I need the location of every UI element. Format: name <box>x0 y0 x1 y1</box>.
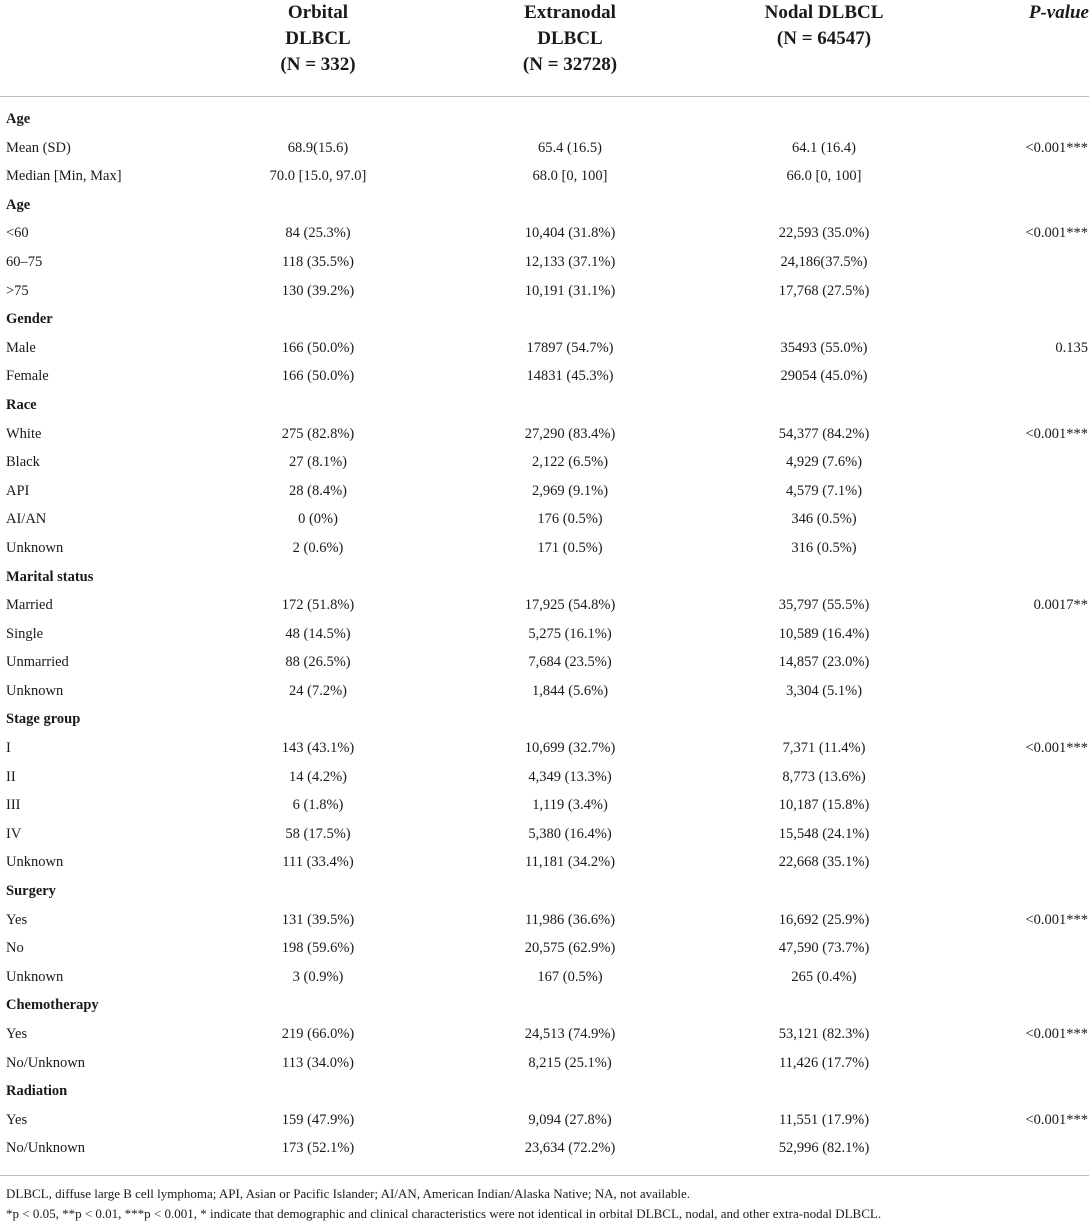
table-header <box>0 0 1089 97</box>
row-label: Yes <box>6 911 28 928</box>
cell-extranodal: 23,634 (72.2%) <box>524 1140 616 1157</box>
section-header-row <box>0 1077 1089 1106</box>
row-label: Yes <box>6 1111 28 1128</box>
cell-orbital: 172 (51.8%) <box>281 597 355 614</box>
table-row <box>0 906 1089 935</box>
table-row <box>0 848 1089 877</box>
cell-orbital: 130 (39.2%) <box>281 282 355 299</box>
cell-extranodal: 1,844 (5.6%) <box>531 682 609 699</box>
cell-orbital: 68.9(15.6) <box>287 139 349 156</box>
row-label: III <box>6 797 21 814</box>
cell-extranodal: 27,290 (83.4%) <box>524 425 616 442</box>
cell-extranodal: 24,513 (74.9%) <box>524 1026 616 1042</box>
table-row <box>0 248 1089 277</box>
cell-nodal: 10,187 (15.8%) <box>778 797 870 814</box>
cell-pvalue: <0.001*** <box>1025 1111 1088 1128</box>
cell-nodal: 265 (0.4%) <box>791 968 857 985</box>
cell-extranodal: 2,969 (9.1%) <box>531 482 609 499</box>
cell-nodal: 10,589 (16.4%) <box>778 625 870 642</box>
cell-extranodal: 8,215 (25.1%) <box>528 1054 612 1071</box>
table-row <box>0 963 1089 992</box>
cell-orbital: 131 (39.5%) <box>281 911 355 928</box>
table-row <box>0 534 1089 563</box>
header-pvalue-label: P-value <box>1028 2 1089 23</box>
cell-extranodal: 10,699 (32.7%) <box>524 740 616 757</box>
header-nodal <box>724 0 924 52</box>
cell-nodal: 29054 (45.0%) <box>780 368 868 385</box>
row-label: Unknown <box>6 539 64 556</box>
cell-orbital: 3 (0.9%) <box>292 968 344 985</box>
cell-orbital: 70.0 [15.0, 97.0] <box>269 168 367 185</box>
cell-extranodal: 65.4 (16.5) <box>537 139 603 156</box>
cell-extranodal: 17,925 (54.8%) <box>524 597 616 614</box>
table-row <box>0 277 1089 306</box>
header-orbital <box>218 0 418 78</box>
header-pvalue <box>990 0 1089 26</box>
table-row <box>0 1106 1089 1135</box>
row-label: Single <box>6 625 44 642</box>
header-nodal-line2: (N = 64547) <box>776 28 872 49</box>
table-body <box>0 105 1089 1163</box>
table-row <box>0 448 1089 477</box>
table-row <box>0 734 1089 763</box>
cell-nodal: 316 (0.5%) <box>791 539 857 556</box>
cell-nodal: 24,186(37.5%) <box>780 253 868 270</box>
row-label: Female <box>6 368 49 385</box>
footnote-abbreviations: DLBCL, diffuse large B cell lymphoma; API, Asian or Pacific Islander; AI/AN, American Indian/Alaska Native; NA, not available. <box>6 1186 691 1201</box>
row-label: No/Unknown <box>6 1054 85 1071</box>
header-extranodal <box>470 0 670 78</box>
cell-nodal: 16,692 (25.9%) <box>778 911 870 928</box>
row-label: Unknown <box>6 682 64 699</box>
cell-pvalue: <0.001*** <box>1025 740 1088 757</box>
row-label: No <box>6 940 24 957</box>
cell-orbital: 143 (43.1%) <box>281 740 355 757</box>
row-label: >75 <box>6 282 29 299</box>
section-header-row <box>0 305 1089 334</box>
cell-pvalue: 0.135 <box>1055 339 1088 356</box>
cell-extranodal: 9,094 (27.8%) <box>528 1111 612 1128</box>
cell-nodal: 7,371 (11.4%) <box>782 740 866 757</box>
table-row <box>0 505 1089 534</box>
table-row <box>0 477 1089 506</box>
table-row <box>0 677 1089 706</box>
row-label: White <box>6 425 42 442</box>
cell-extranodal: 4,349 (13.3%) <box>528 768 612 785</box>
table-row <box>0 334 1089 363</box>
table-row <box>0 1020 1089 1049</box>
table-row <box>0 820 1089 849</box>
cell-nodal: 54,377 (84.2%) <box>778 425 870 442</box>
cell-nodal: 15,548 (24.1%) <box>778 825 870 842</box>
cell-extranodal: 7,684 (23.5%) <box>528 654 612 671</box>
cell-nodal: 11,551 (17.9%) <box>778 1111 870 1128</box>
section-header-row <box>0 191 1089 220</box>
cell-extranodal: 10,191 (31.1%) <box>524 282 616 299</box>
footnote-significance: *p < 0.05, **p < 0.01, ***p < 0.001, * indicate that demographic and clinical characteristics were not identical in orbital DLBCL, nodal, and other extra-nodal DLBCL. <box>6 1206 882 1221</box>
table-row <box>0 362 1089 391</box>
cell-orbital: 166 (50.0%) <box>281 339 355 356</box>
cell-orbital: 88 (26.5%) <box>285 654 351 671</box>
cell-orbital: 27 (8.1%) <box>289 454 347 471</box>
table-row <box>0 934 1089 963</box>
cell-orbital: 28 (8.4%) <box>289 482 347 499</box>
table-row <box>0 1049 1089 1078</box>
header-extranodal-line1: Extranodal <box>524 2 616 23</box>
table-footnotes <box>0 1175 1089 1224</box>
row-label: Unknown <box>6 968 64 985</box>
cell-nodal: 35493 (55.0%) <box>780 339 868 356</box>
section-label: Age <box>6 196 31 213</box>
cell-nodal: 17,768 (27.5%) <box>778 282 870 299</box>
cell-orbital: 159 (47.9%) <box>281 1111 355 1128</box>
section-label: Marital status <box>6 568 94 585</box>
cell-pvalue: <0.001*** <box>1025 139 1088 156</box>
cell-extranodal: 14831 (45.3%) <box>526 368 614 385</box>
cell-pvalue: <0.001*** <box>1025 425 1088 442</box>
row-label: Male <box>6 339 36 356</box>
cell-orbital: 14 (4.2%) <box>289 768 347 785</box>
table-row <box>0 648 1089 677</box>
cell-orbital: 113 (34.0%) <box>282 1054 354 1071</box>
cell-nodal: 66.0 [0, 100] <box>786 168 862 185</box>
cell-orbital: 118 (35.5%) <box>282 253 354 270</box>
row-label: API <box>6 482 30 499</box>
cell-pvalue: <0.001*** <box>1025 911 1088 928</box>
cell-extranodal: 176 (0.5%) <box>537 511 603 528</box>
header-nodal-line1: Nodal DLBCL <box>764 2 884 23</box>
cell-extranodal: 17897 (54.7%) <box>526 339 614 356</box>
table-row <box>0 162 1089 191</box>
table-row <box>0 791 1089 820</box>
section-label: Gender <box>6 311 53 328</box>
cell-pvalue: <0.001*** <box>1025 225 1088 242</box>
table-row <box>0 219 1089 248</box>
section-label: Age <box>6 111 31 127</box>
section-header-row <box>0 705 1089 734</box>
cell-extranodal: 68.0 [0, 100] <box>532 168 608 185</box>
cell-extranodal: 171 (0.5%) <box>537 539 603 556</box>
cell-orbital: 198 (59.6%) <box>281 940 355 957</box>
section-label: Radiation <box>6 1083 68 1100</box>
row-label: Median [Min, Max] <box>6 168 122 185</box>
header-orbital-line3: (N = 332) <box>280 54 356 75</box>
cell-nodal: 22,668 (35.1%) <box>778 854 870 871</box>
cell-orbital: 24 (7.2%) <box>289 682 347 699</box>
cell-orbital: 58 (17.5%) <box>285 825 351 842</box>
cell-extranodal: 11,986 (36.6%) <box>524 911 616 928</box>
cell-orbital: 0 (0%) <box>298 511 338 528</box>
row-label: Married <box>6 597 53 614</box>
header-orbital-line2: DLBCL <box>285 28 351 49</box>
row-label: Mean (SD) <box>6 139 71 156</box>
cell-orbital: 111 (33.4%) <box>282 854 354 871</box>
cell-extranodal: 10,404 (31.8%) <box>524 225 616 242</box>
cell-extranodal: 11,181 (34.2%) <box>524 854 616 871</box>
section-label: Stage group <box>6 711 81 728</box>
cell-pvalue: <0.001*** <box>1025 1026 1088 1042</box>
table-row <box>0 591 1089 620</box>
section-label: Chemotherapy <box>6 997 99 1014</box>
cell-orbital: 48 (14.5%) <box>285 625 351 642</box>
cell-orbital: 84 (25.3%) <box>285 225 351 242</box>
row-label: I <box>6 740 11 757</box>
cell-extranodal: 5,275 (16.1%) <box>528 625 612 642</box>
cell-nodal: 53,121 (82.3%) <box>778 1026 870 1042</box>
cell-extranodal: 12,133 (37.1%) <box>524 253 616 270</box>
row-label: IV <box>6 825 22 842</box>
section-header-row <box>0 105 1089 134</box>
section-label: Surgery <box>6 883 56 900</box>
cell-nodal: 346 (0.5%) <box>791 511 857 528</box>
cell-nodal: 8,773 (13.6%) <box>782 768 866 785</box>
section-header-row <box>0 991 1089 1020</box>
table-row <box>0 1134 1089 1163</box>
row-label: Black <box>6 454 40 471</box>
table-row <box>0 763 1089 792</box>
cell-nodal: 4,579 (7.1%) <box>785 482 863 499</box>
section-label: Race <box>6 396 37 413</box>
row-label: Unmarried <box>6 654 69 671</box>
cell-nodal: 14,857 (23.0%) <box>778 654 870 671</box>
cell-nodal: 52,996 (82.1%) <box>778 1140 870 1157</box>
cell-extranodal: 5,380 (16.4%) <box>528 825 612 842</box>
section-header-row <box>0 563 1089 592</box>
cell-orbital: 6 (1.8%) <box>292 797 344 814</box>
row-label: 60–75 <box>6 253 43 270</box>
cell-nodal: 3,304 (5.1%) <box>785 682 863 699</box>
row-label: II <box>6 768 16 785</box>
header-orbital-line1: Orbital <box>287 2 349 23</box>
row-label: No/Unknown <box>6 1140 85 1157</box>
cell-extranodal: 20,575 (62.9%) <box>524 940 616 957</box>
cell-extranodal: 1,119 (3.4%) <box>532 797 608 814</box>
cell-nodal: 64.1 (16.4) <box>791 139 857 156</box>
cell-nodal: 4,929 (7.6%) <box>785 454 863 471</box>
cell-extranodal: 2,122 (6.5%) <box>531 454 609 471</box>
row-label: <60 <box>6 225 29 242</box>
row-label: AI/AN <box>6 511 47 528</box>
section-header-row <box>0 391 1089 420</box>
header-extranodal-line2: DLBCL <box>537 28 603 49</box>
cell-orbital: 275 (82.8%) <box>281 425 355 442</box>
header-extranodal-line3: (N = 32728) <box>522 54 618 75</box>
table-row <box>0 134 1089 163</box>
cell-nodal: 35,797 (55.5%) <box>778 597 870 614</box>
cell-orbital: 173 (52.1%) <box>281 1140 355 1157</box>
cell-orbital: 166 (50.0%) <box>281 368 355 385</box>
cell-nodal: 22,593 (35.0%) <box>778 225 870 242</box>
row-label: Yes <box>6 1026 28 1042</box>
cell-orbital: 219 (66.0%) <box>281 1026 355 1042</box>
table-row <box>0 420 1089 449</box>
cell-nodal: 47,590 (73.7%) <box>778 940 870 957</box>
row-label: Unknown <box>6 854 64 871</box>
cell-nodal: 11,426 (17.7%) <box>778 1054 870 1071</box>
cell-orbital: 2 (0.6%) <box>292 539 344 556</box>
table-row <box>0 620 1089 649</box>
cell-pvalue: 0.0017** <box>1033 597 1088 614</box>
cell-extranodal: 167 (0.5%) <box>537 968 603 985</box>
section-header-row <box>0 877 1089 906</box>
